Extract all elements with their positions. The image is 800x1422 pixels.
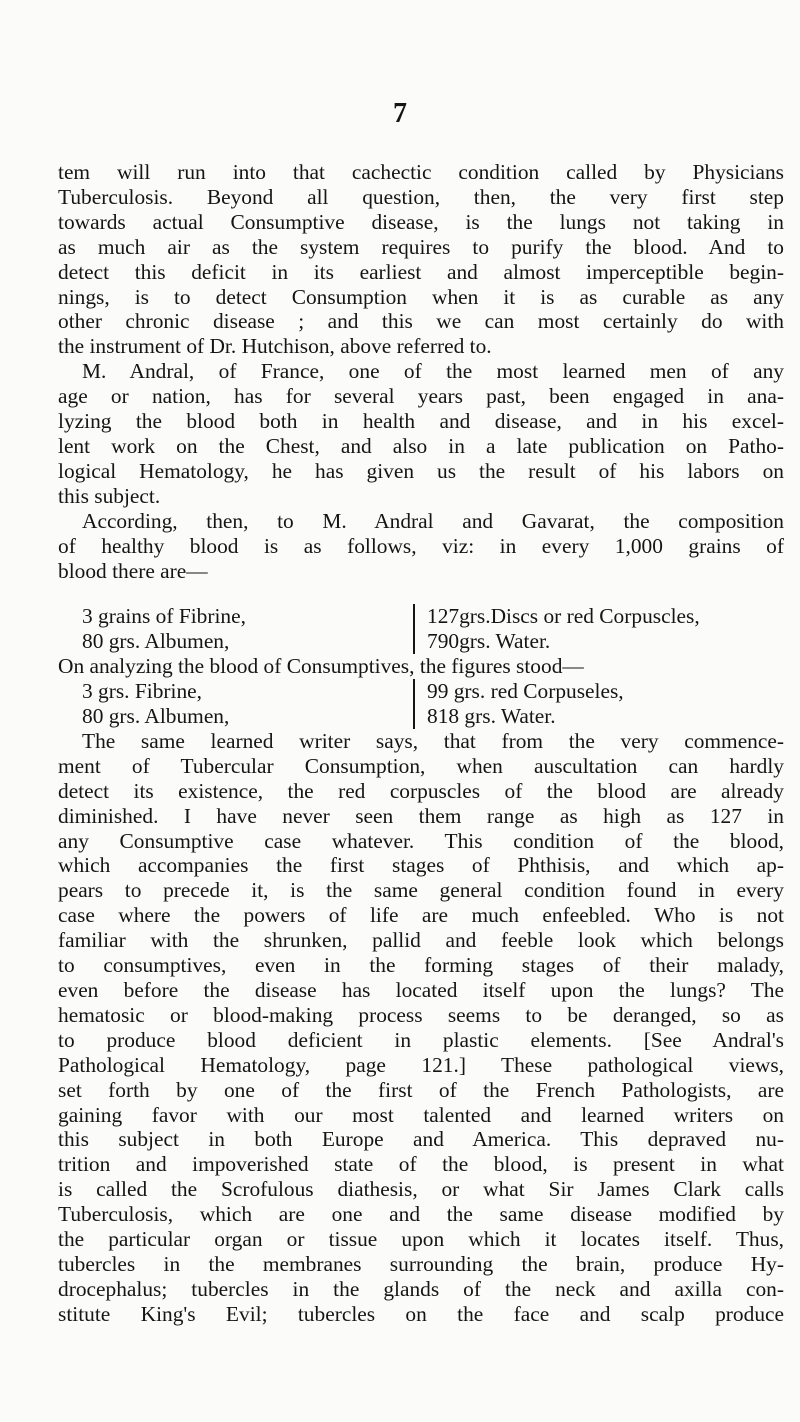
text-line: this subject. bbox=[58, 483, 161, 508]
text-line: the instrument of Dr. Hutchison, above referred to. bbox=[58, 334, 492, 359]
body-text bbox=[58, 160, 784, 1327]
text-line: any Consumptive case whatever. This condition of the blood, bbox=[58, 828, 784, 853]
table-cell: 818 grs. Water. bbox=[427, 704, 556, 729]
text-line: Tuberculosis. Beyond all question, then, the very first step bbox=[58, 184, 784, 209]
table-right-column bbox=[413, 604, 700, 654]
text-line: familiar with the shrunken, pallid and feeble look which belongs bbox=[58, 928, 784, 953]
text-line: According, then, to M. Andral and Gavarat, the composition bbox=[82, 508, 784, 533]
text-line: drocephalus; tubercles in the glands of the neck and axilla con- bbox=[58, 1276, 784, 1301]
text-line: set forth by one of the first of the French Pathologists, are bbox=[58, 1077, 784, 1102]
text-line: stitute King's Evil; tubercles on the face and scalp produce bbox=[58, 1301, 784, 1326]
text-line: detect this deficit in its earliest and almost imperceptible begin- bbox=[58, 259, 784, 284]
text-line: Pathological Hematology, page 121.] These pathological views, bbox=[58, 1052, 784, 1077]
table-cell: 80 grs. Albumen, bbox=[82, 704, 230, 729]
text-line: lyzing the blood both in health and disease, and in his excel- bbox=[58, 409, 784, 434]
text-line: pears to precede it, is the same general condition found in every bbox=[58, 878, 784, 903]
table-left-column bbox=[82, 604, 413, 654]
paragraph-composition bbox=[58, 509, 784, 584]
text-line: even before the disease has located itself upon the lungs? The bbox=[58, 978, 784, 1002]
text-line: this subject in both Europe and America. This depraved nu- bbox=[58, 1127, 784, 1152]
page-number: 7 bbox=[393, 98, 407, 129]
table-left-column bbox=[82, 679, 413, 729]
text-line: blood there are— bbox=[58, 558, 208, 583]
text-line: diminished. I have never seen them range as high as 127 in bbox=[58, 803, 784, 828]
text-line: age or nation, has for several years past, been engaged in ana- bbox=[58, 384, 784, 409]
text-line: tubercles in the membranes surrounding the brain, produce Hy- bbox=[58, 1251, 784, 1276]
paragraph-writer-says bbox=[58, 729, 784, 1327]
table-right-column bbox=[413, 679, 624, 729]
text-line: ment of Tubercular Consumption, when auscultation can hardly bbox=[58, 753, 784, 778]
table-cell: 80 grs. Albumen, bbox=[82, 629, 230, 654]
text-line: to produce blood deficient in plastic elements. [See Andral's bbox=[58, 1027, 784, 1052]
text-line: of healthy blood is as follows, viz: in every 1,000 grains of bbox=[58, 533, 784, 558]
text-line: gaining favor with our most talented and learned writers on bbox=[58, 1102, 784, 1127]
text-line: which accompanies the first stages of Phthisis, and which ap- bbox=[58, 853, 784, 878]
text-line: detect its existence, the red corpuscles of the blood are already bbox=[58, 778, 784, 803]
paragraph-continuation bbox=[58, 160, 784, 359]
text-line: the particular organ or tissue upon which it locates itself. Thus, bbox=[58, 1227, 784, 1252]
table-cell: 3 grs. Fibrine, bbox=[82, 679, 203, 704]
text-line: tem will run into that cachectic condition called by Physicians bbox=[58, 160, 784, 184]
text-line: case where the powers of life are much enfeebled. Who is not bbox=[58, 903, 784, 928]
text-line: nings, is to detect Consumption when it is as curable as any bbox=[58, 284, 784, 309]
text-line: Tuberculosis, which are one and the same disease modified by bbox=[58, 1202, 784, 1227]
healthy-blood-table bbox=[82, 604, 784, 654]
table-cell: 127grs.Discs or red Corpuscles, bbox=[427, 604, 700, 629]
paragraph-andral bbox=[58, 359, 784, 508]
text-line: as much air as the system requires to purify the blood. And to bbox=[58, 234, 784, 259]
table-cell: 99 grs. red Corpuseles, bbox=[427, 679, 624, 704]
text-line: to consumptives, even in the forming stages of their malady, bbox=[58, 953, 784, 978]
text-line: The same learned writer says, that from the very commence- bbox=[82, 728, 784, 753]
text-line: is called the Scrofulous diathesis, or what Sir James Clark calls bbox=[58, 1177, 784, 1202]
text-line: logical Hematology, he has given us the result of his labors on bbox=[58, 458, 784, 483]
table-cell: 3 grains of Fibrine, bbox=[82, 604, 246, 629]
text-line: towards actual Consumptive disease, is the lungs not taking in bbox=[58, 209, 784, 234]
text-line: M. Andral, of France, one of the most learned men of any bbox=[82, 359, 784, 384]
text-line: hematosic or blood-making process seems to be deranged, so as bbox=[58, 1002, 784, 1027]
text-line: lent work on the Chest, and also in a late publication on Patho- bbox=[58, 433, 784, 458]
table-cell: 790grs. Water. bbox=[427, 629, 551, 654]
consumptive-blood-table bbox=[82, 679, 784, 729]
text-line: trition and impoverished state of the blood, is present in what bbox=[58, 1152, 784, 1177]
text-line: other chronic disease ; and this we can most certainly do with bbox=[58, 309, 784, 334]
consumptive-intro: On analyzing the blood of Consumptives, the figures stood— bbox=[58, 654, 584, 679]
